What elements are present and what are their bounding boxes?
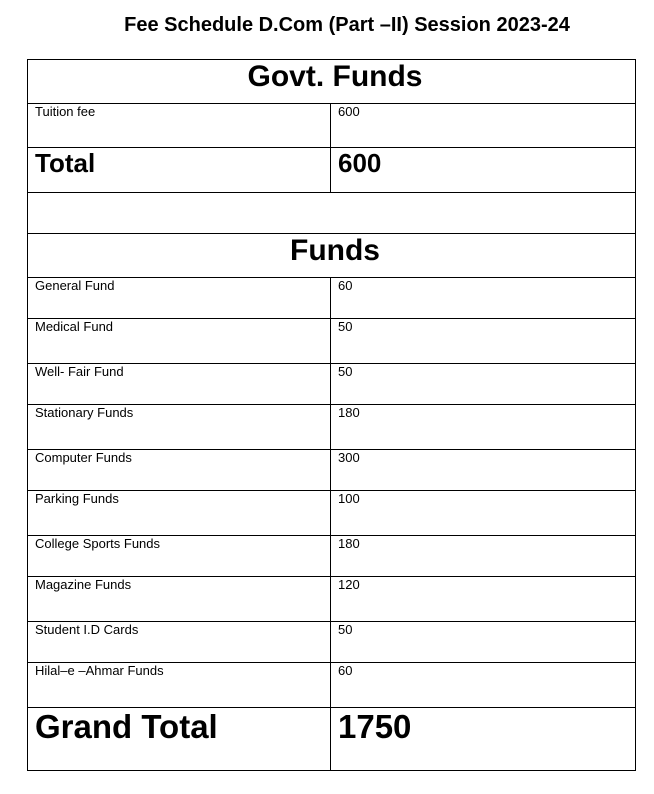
fund-label: Hilal–e –Ahmar Funds	[28, 663, 331, 708]
table-row	[28, 577, 636, 622]
fund-amount: 60	[331, 278, 636, 319]
table-row	[28, 663, 636, 708]
fund-amount: 180	[331, 536, 636, 577]
fund-label: College Sports Funds	[28, 536, 331, 577]
fund-label: Well- Fair Fund	[28, 364, 331, 405]
table-row	[28, 622, 636, 663]
fund-label: Magazine Funds	[28, 577, 331, 622]
grand-total-row	[28, 708, 636, 771]
fund-label: Stationary Funds	[28, 405, 331, 450]
table-row	[28, 450, 636, 491]
table-row	[28, 319, 636, 364]
govt-funds-header-row	[28, 60, 636, 104]
funds-header-row	[28, 234, 636, 278]
total-amount: 600	[331, 148, 636, 193]
fund-amount: 120	[331, 577, 636, 622]
fund-amount: 60	[331, 663, 636, 708]
table-row	[28, 364, 636, 405]
fund-amount: 300	[331, 450, 636, 491]
fund-amount: 50	[331, 319, 636, 364]
grand-total-label: Grand Total	[28, 708, 331, 771]
fund-amount: 50	[331, 622, 636, 663]
fund-label: Parking Funds	[28, 491, 331, 536]
total-row	[28, 148, 636, 193]
fee-schedule-table	[27, 59, 636, 771]
blank-row	[28, 193, 636, 234]
fund-label: General Fund	[28, 278, 331, 319]
fund-label: Computer Funds	[28, 450, 331, 491]
table-row	[28, 491, 636, 536]
fund-label: Medical Fund	[28, 319, 331, 364]
fund-amount: 50	[331, 364, 636, 405]
table-row	[28, 536, 636, 577]
govt-funds-heading: Govt. Funds	[28, 60, 636, 104]
blank-cell	[28, 193, 636, 234]
fund-amount: 100	[331, 491, 636, 536]
funds-heading: Funds	[28, 234, 636, 278]
fund-label: Student I.D Cards	[28, 622, 331, 663]
table-row	[28, 104, 636, 148]
fee-amount: 600	[331, 104, 636, 148]
grand-total-amount: 1750	[331, 708, 636, 771]
document-title: Fee Schedule D.Com (Part –II) Session 2023-24	[124, 14, 570, 36]
total-label: Total	[28, 148, 331, 193]
fee-label: Tuition fee	[28, 104, 331, 148]
table-row	[28, 405, 636, 450]
table-row	[28, 278, 636, 319]
fund-amount: 180	[331, 405, 636, 450]
